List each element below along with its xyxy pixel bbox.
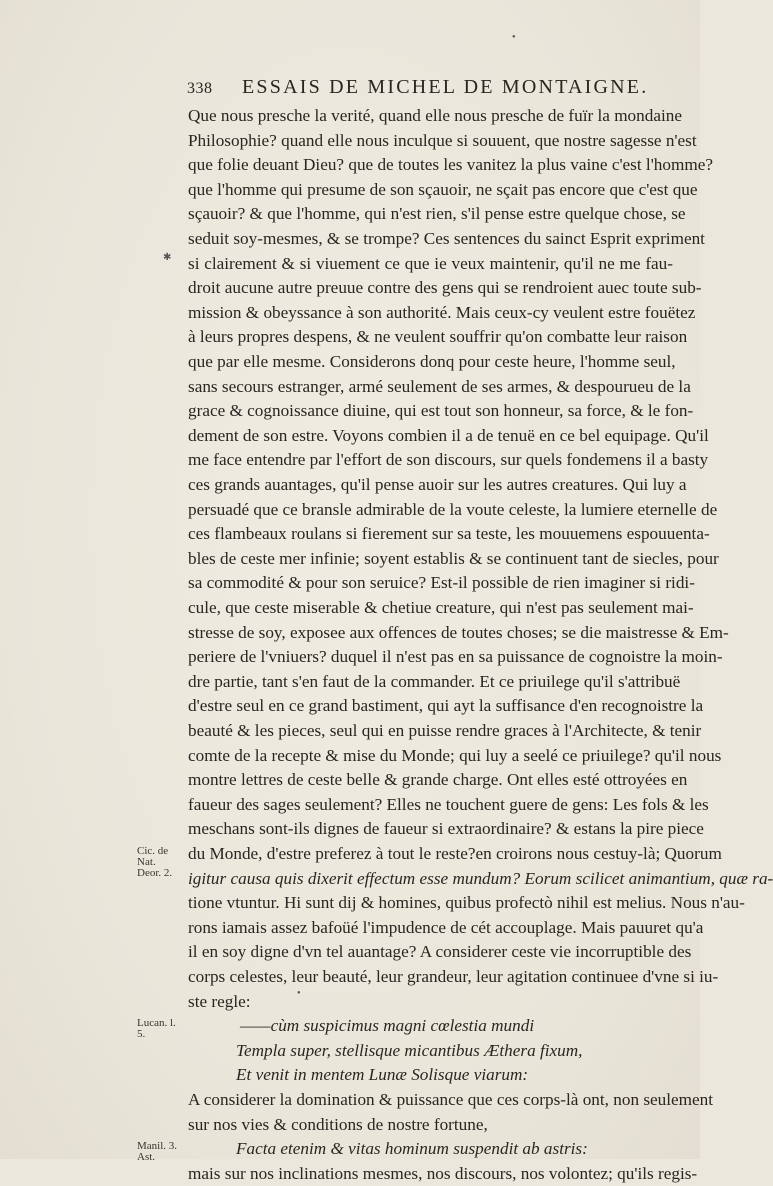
text-line: faueur des sages seulement? Elles ne touchent guere de gens: Les fols & les bbox=[188, 794, 709, 814]
text-line: A considerer la domination & puissance que ces corps-là ont, non seulement bbox=[188, 1090, 714, 1109]
text-line: bles de ceste mer infinie; soyent establis & se continuent tant de siecles, pour bbox=[188, 548, 719, 568]
text-line: beauté & les pieces, seul qui en puisse rendre graces à l'Architecte, & tenir bbox=[188, 721, 702, 740]
ink-dot-lower: ● bbox=[297, 990, 301, 996]
ink-mark: ✱ bbox=[163, 252, 172, 263]
running-title: ESSAIS DE MICHEL DE MONTAIGNE. bbox=[242, 76, 649, 98]
text-line: persuadé que ce bransle admirable de la voute celeste, la lumiere eternelle de bbox=[188, 499, 718, 519]
text-line: ste regle: bbox=[188, 991, 251, 1011]
text-line: rons iamais assez bafoüé l'impudence de cét accouplage. Mais pauuret qu'a bbox=[188, 917, 704, 937]
page-header bbox=[187, 76, 667, 102]
text-line: tione vtuntur. Hi sunt dij & homines, quibus profectò nihil est melius. Nous n'au- bbox=[188, 893, 745, 913]
text-line: Que nous presche la verité, quand elle nous presche de fuïr la mondaine bbox=[188, 106, 682, 125]
margin-note: Cic. de Nat. Deor. 2. bbox=[137, 845, 173, 879]
text-line: il en soy digne d'vn tel auantage? A considerer ceste vie incorruptible des bbox=[188, 942, 692, 962]
margin-note: Manil. 3. Ast. bbox=[137, 1140, 178, 1164]
text-line: mission & obeyssance à son authorité. Mais ceux-cy veulent estre fouëtez bbox=[188, 302, 696, 322]
text-line: d'estre seul en ce grand bastiment, qui ayt la suffisance d'en recognoistre la bbox=[188, 696, 704, 716]
text-line: sçauoir? & que l'homme, qui n'est rien, s'il pense estre quelque chose, se bbox=[188, 204, 686, 224]
text-line: mais sur nos inclinations mesmes, nos discours, nos volontez; qu'ils regis- bbox=[188, 1163, 698, 1183]
text-line: grace & cognoissance diuine, qui est tout son honneur, sa force, & le fon- bbox=[188, 401, 694, 421]
text-line: seduit soy-mesmes, & se trompe? Ces sentences du sainct Esprit expriment bbox=[188, 229, 705, 248]
text-line: igitur causa quis dixerit effectum esse mundum? Eorum scilicet animantium, quæ ra- bbox=[188, 868, 773, 888]
text-line: ces grands auantages, qu'il pense auoir sur les autres creatures. Qui luy a bbox=[188, 475, 687, 494]
text-line: que par elle mesme. Considerons donq pour ceste heure, l'homme seul, bbox=[188, 352, 676, 371]
text-line: à leurs propres despens, & ne veulent souffrir qu'on combatte leur raison bbox=[188, 327, 688, 347]
text-line: Et venit in mentem Lunæ Solisque viarum: bbox=[236, 1065, 529, 1085]
page-number: 338 bbox=[187, 80, 213, 97]
text-line: si clairement & si viuement ce que ie veux maintenir, qu'il ne me fau- bbox=[188, 253, 673, 273]
text-line: dement de son estre. Voyons combien il a de tenuë en ce bel equipage. Qu'il bbox=[188, 425, 709, 445]
text-line: montre lettres de ceste belle & grande charge. Ont elles esté ottroyées en bbox=[188, 770, 688, 790]
text-line: Philosophie? quand elle nous inculque si souuent, que nostre sagesse n'est bbox=[188, 130, 697, 150]
text-line: Facta etenim & vitas hominum suspendit ab astris: bbox=[236, 1139, 588, 1159]
text-line: periere de l'vniuers? duquel il n'est pas en sa puissance de cognoistre la moin- bbox=[188, 647, 723, 667]
text-line: meschans sont-ils dignes de faueur si extraordinaire? & estans la pire piece bbox=[188, 819, 704, 839]
text-line: corps celestes, leur beauté, leur grandeur, leur agitation continuee d'vne si iu- bbox=[188, 967, 719, 986]
text-line: stresse de soy, exposee aux offences de toutes choses; se die maistresse & Em- bbox=[188, 622, 729, 642]
text-line: Templa super, stellisque micantibus Æthera fixum, bbox=[236, 1040, 583, 1060]
text-line: ——cùm suspicimus magni cœlestia mundi bbox=[240, 1016, 535, 1036]
text-line: que folie deuant Dieu? que de toutes les vanitez la plus vaine c'est l'homme? bbox=[188, 155, 713, 175]
text-line: me face entendre par l'effort de son discours, sur quels fondemens il a basty bbox=[188, 450, 709, 470]
text-line: du Monde, d'estre preferez à tout le reste?en croirons nous cestuy-là; Quorum bbox=[188, 844, 722, 863]
ink-dot: ● bbox=[512, 34, 516, 40]
text-line: cule, que ceste miserable & chetiue creature, qui n'est pas seulement mai- bbox=[188, 598, 694, 617]
text-line: sur nos vies & conditions de nostre fortune, bbox=[188, 1114, 488, 1134]
margin-note: Lucan. l. 5. bbox=[137, 1017, 176, 1041]
text-line: comte de la recepte & mise du Monde; qui luy a seelé ce priuilege? qu'il nous bbox=[188, 745, 722, 765]
text-line: dre partie, tant s'en faut de la commander. Et ce priuilege qu'il s'attribuë bbox=[188, 671, 681, 691]
text-line: ces flambeaux roulans si fierement sur sa teste, les mouuemens espouuenta- bbox=[188, 524, 710, 544]
text-line: que l'homme qui presume de son sçauoir, ne sçait pas encore que c'est que bbox=[188, 179, 698, 199]
text-line: sans secours estranger, armé seulement de ses armes, & despourueu de la bbox=[188, 376, 691, 396]
text-line: sa commodité & pour son seruice? Est-il possible de rien imaginer si ridi- bbox=[188, 573, 695, 593]
text-line: droit aucune autre preuue contre des gens qui se rendroient auec toute sub- bbox=[188, 278, 702, 298]
